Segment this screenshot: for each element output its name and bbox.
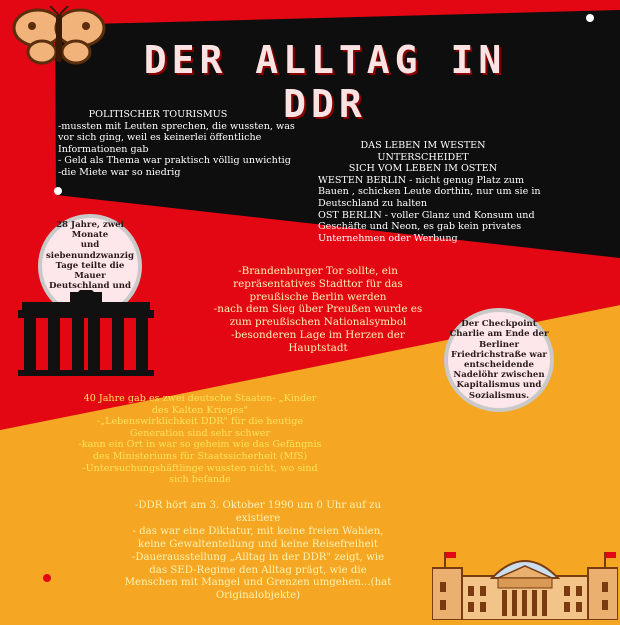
west-line: OST BERLIN - voller Glanz und Konsum und (318, 209, 535, 221)
tourism-section (58, 109, 328, 179)
ddr-end-line: keine Gewaltenteilung und keine Reisefreiheit (138, 538, 378, 550)
brandenburg-line: -nach dem Sieg über Preußen wurde es (213, 303, 423, 316)
wall-fact-line: Tage teilte die Mauer (55, 260, 125, 282)
bullet-dot-top (586, 14, 594, 22)
brandenburg-line: repräsentatives Stadttor für das (233, 277, 403, 290)
brandenburg-line: preußische Berlin werden (249, 290, 387, 303)
checkpoint-line: Kapitalismus und (456, 380, 542, 391)
forty-years-line: -Untersuchungshäftlinge wussten nicht, wo sind (82, 462, 318, 474)
checkpoint-line: Berliner (478, 339, 520, 350)
ddr-end-line: Menschen mit Mangel und Grenzen umgehen...(hat (124, 577, 392, 589)
bullet-dot-black (54, 187, 62, 195)
ddr-end-line: existiere (235, 512, 281, 524)
forty-years-line: -kann ein Ort in war so geheim wie das Gefängnis (78, 439, 322, 451)
wall-fact-line: und (80, 240, 100, 251)
tourism-line: vor sich ging, weil es keinerlei öffentliche (58, 132, 262, 144)
tourism-line: Informationen gab (58, 143, 149, 155)
checkpoint-line: Charlie am Ende der (449, 329, 549, 340)
butterfly-icon (12, 6, 106, 66)
forty-years-line: sich befande (169, 474, 231, 486)
brandenburg-line: Hauptstadt (288, 341, 348, 354)
brandenburg-line: -besonderen Lage im Herzen der (231, 328, 405, 341)
brandenburg-line: -Brandenburger Tor sollte, ein (238, 265, 398, 277)
west-line: Bauen , schicken Leute dorthin, nur um sie in (318, 186, 541, 198)
wall-fact-line: 28 Jahre, zwei Monate (56, 220, 124, 241)
checkpoint-line: entscheidende (464, 360, 534, 370)
west-heading-line: DAS LEBEN IM WESTEN UNTERSCHEIDET (360, 140, 486, 163)
brandenburg-line: zum preußischen Nationalsymbol (229, 316, 407, 329)
checkpoint-line: Nadelöhr zwischen (453, 370, 545, 381)
bullet-dot-gold (43, 574, 51, 582)
west-east-section (318, 140, 588, 244)
forty-years-line: des Kalten Krieges" (151, 404, 249, 416)
reichstag-icon (432, 548, 618, 620)
forty-years-line: 40 Jahre gab es zwei deutsche Staaten- „Kinder (83, 393, 317, 404)
west-line: Geschäfte und Neon, es gab kein privates (318, 221, 522, 233)
tourism-heading: POLITISCHER TOURISMUS (88, 109, 228, 120)
brandenburg-gate-icon (18, 290, 154, 376)
page-title: DER ALLTAG IN DDR (143, 38, 507, 126)
west-heading-line: SICH VOM LEBEN IM OSTEN (348, 163, 498, 175)
forty-years-line: -„Lebenswirklichkeit DDR" für die heutige (96, 416, 304, 428)
ddr-end-section (98, 500, 418, 603)
west-line: Deutschland zu halten (318, 197, 427, 209)
brandenburg-section (168, 265, 468, 355)
checkpoint-circle (444, 308, 554, 412)
tourism-line: -die Miete war so niedrig (58, 166, 181, 178)
ddr-end-line: Originalobjekte) (215, 590, 301, 602)
wall-fact-line: siebenundzwanzig (45, 250, 135, 261)
wall-fact-line: Deutschland und (48, 281, 132, 292)
west-line: WESTEN BERLIN - nicht genug Platz zum (318, 174, 525, 186)
ddr-end-line: - das war eine Diktatur, mit keine freien Wahlen, (132, 525, 384, 537)
ddr-end-line: -Dauerausstellung „Alltag in der DDR" zeigt, wie (131, 551, 385, 563)
ddr-end-line: das SED-Regime den Alltag prägt, wie die (149, 564, 367, 576)
forty-years-line: des Ministeriums für Staatssicherheit (MfS) (92, 450, 308, 462)
forty-years-line: Generation sind sehr schwer (129, 427, 271, 439)
checkpoint-line: Der Checkpoint (461, 319, 537, 330)
west-line: Unternehmen oder Werbung (318, 232, 458, 244)
checkpoint-line: Sozialismus. (468, 390, 530, 401)
forty-years-section (50, 393, 350, 486)
checkpoint-line: Friedrichstraße war (451, 349, 547, 360)
tourism-line: -mussten mit Leuten sprechen, die wussten, was (58, 120, 295, 132)
ddr-end-line: -DDR hört am 3. Oktober 1990 um 0 Uhr auf zu (134, 500, 382, 511)
tourism-line: - Geld als Thema war praktisch völlig unwichtig (58, 155, 291, 167)
